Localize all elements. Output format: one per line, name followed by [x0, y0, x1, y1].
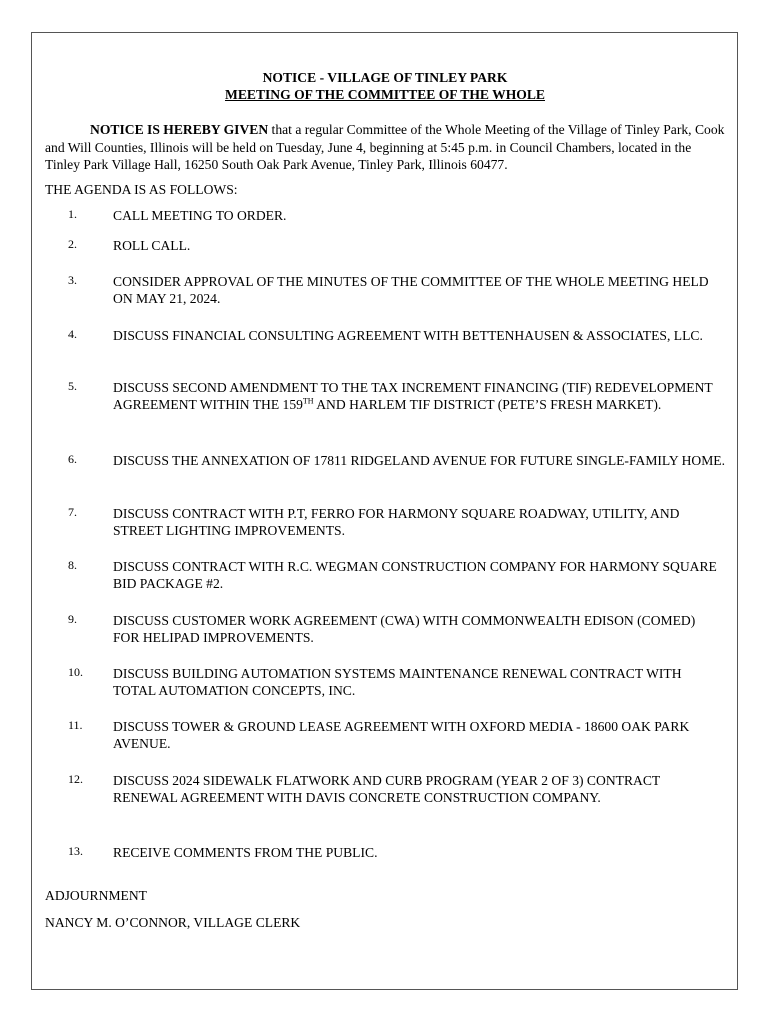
agenda-item-text: RECEIVE COMMENTS FROM THE PUBLIC.: [113, 845, 378, 860]
intro-lead: NOTICE IS HEREBY GIVEN: [90, 122, 269, 137]
superscript: TH: [302, 396, 314, 406]
agenda-item-text: DISCUSS CUSTOMER WORK AGREEMENT (CWA) WITH COMMONWEALTH EDISON (COMED) FOR HELIPAD IMPROVEMENTS.: [113, 613, 696, 645]
agenda-item-text-part: AND HARLEM TIF DISTRICT (PETE’S FRESH MARKET).: [313, 397, 662, 412]
agenda-item-number: 6.: [68, 452, 77, 466]
agenda-item-text: DISCUSS BUILDING AUTOMATION SYSTEMS MAINTENANCE RENEWAL CONTRACT WITH TOTAL AUTOMATION CONCEPTS, INC.: [113, 666, 682, 698]
agenda-item-number: 10.: [68, 665, 83, 679]
agenda-item-number: 9.: [68, 612, 77, 626]
agenda-heading: THE AGENDA IS AS FOLLOWS:: [45, 181, 238, 197]
agenda-item-text-part: DISCUSS SECOND AMENDMENT TO THE TAX INCREMENT FINANCING (TIF) REDEVELOPMENT AGREEMENT WITHIN THE 159: [113, 380, 713, 412]
agenda-item-number: 12.: [68, 772, 83, 786]
agenda-item-number: 7.: [68, 505, 77, 519]
agenda-item-text: [113, 379, 725, 413]
agenda-item-text: ROLL CALL.: [113, 238, 191, 253]
agenda-item-text: DISCUSS 2024 SIDEWALK FLATWORK AND CURB PROGRAM (YEAR 2 OF 3) CONTRACT RENEWAL AGREEMENT WITH DAVIS CONCRETE CONSTRUCTION COMPANY.: [113, 773, 660, 805]
adjournment: ADJOURNMENT: [45, 888, 147, 903]
agenda-item-number: 5.: [68, 379, 77, 393]
agenda-list: [45, 0, 725, 1024]
agenda-item-number: 1.: [68, 207, 77, 221]
clerk-signature: NANCY M. O’CONNOR, VILLAGE CLERK: [45, 915, 301, 930]
agenda-item-text: CALL MEETING TO ORDER.: [113, 208, 287, 223]
agenda-item-text: DISCUSS CONTRACT WITH P.T, FERRO FOR HARMONY SQUARE ROADWAY, UTILITY, AND STREET LIGHTING IMPROVEMENTS.: [113, 506, 680, 538]
agenda-item-number: 13.: [68, 844, 83, 858]
agenda-item-text: CONSIDER APPROVAL OF THE MINUTES OF THE COMMITTEE OF THE WHOLE MEETING HELD ON MAY 21, 2024.: [113, 274, 709, 306]
agenda-item-number: 11.: [68, 718, 83, 732]
agenda-item-text: DISCUSS FINANCIAL CONSULTING AGREEMENT WITH BETTENHAUSEN & ASSOCIATES, LLC.: [113, 328, 703, 343]
agenda-item-number: 2.: [68, 237, 77, 251]
notice-title: NOTICE - VILLAGE OF TINLEY PARK: [262, 70, 508, 85]
agenda-item-text: DISCUSS CONTRACT WITH R.C. WEGMAN CONSTRUCTION COMPANY FOR HARMONY SQUARE BID PACKAGE #2.: [113, 559, 717, 591]
agenda-item-number: 4.: [68, 327, 77, 341]
agenda-item-text: DISCUSS TOWER & GROUND LEASE AGREEMENT WITH OXFORD MEDIA - 18600 OAK PARK AVENUE.: [113, 719, 690, 751]
meeting-title: MEETING OF THE COMMITTEE OF THE WHOLE: [224, 87, 545, 102]
agenda-item-number: 3.: [68, 273, 77, 287]
agenda-item-text: DISCUSS THE ANNEXATION OF 17811 RIDGELAND AVENUE FOR FUTURE SINGLE-FAMILY HOME.: [113, 453, 726, 468]
agenda-item-number: 8.: [68, 558, 77, 572]
intro-body: that a regular Committee of the Whole Meeting of the Village of Tinley Park, Cook and Will Counties, Illinois will be held on Tuesday, June 4, beginning at 5:45 p.m. in Council Chambers, located in the Tinley Park Village Hall, 16250 South Oak Park Avenue, Tinley Park, Illinois 60477.: [45, 122, 725, 172]
